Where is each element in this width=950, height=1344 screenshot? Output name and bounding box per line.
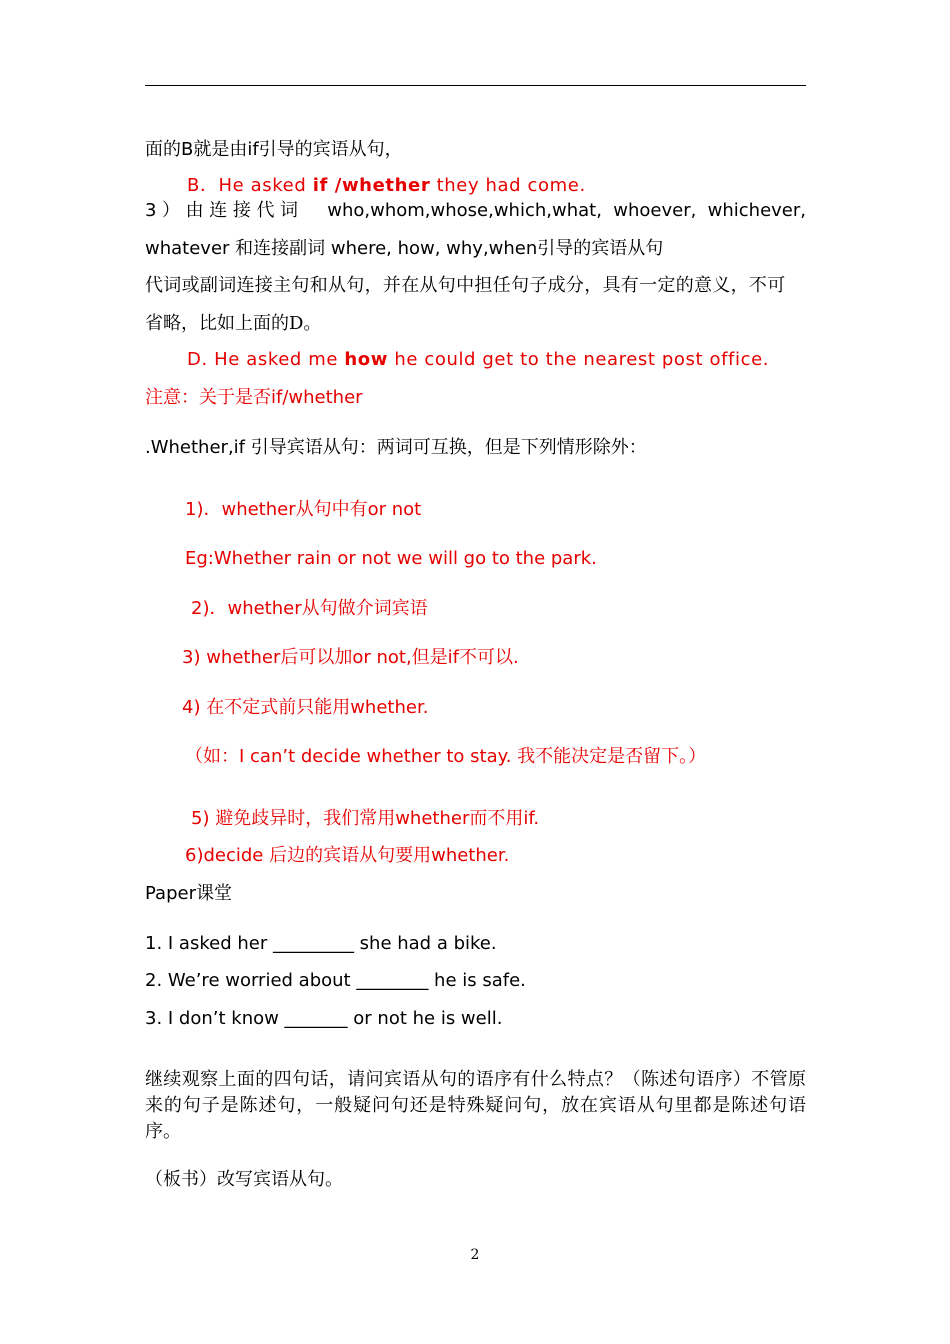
exercise-2: 2. We’re worried about ________ he is safe. (145, 970, 526, 991)
page-number: 2 (470, 1247, 480, 1263)
rule-5: 5) 避免歧异时，我们常用whether而不用if. (191, 808, 540, 829)
item-3-continuation: whatever 和连接副词 where, how, why,when引导的宾语从句 (145, 238, 664, 259)
description-line-1: 代词或副词连接主句和从句，并在从句中担任句子成分，具有一定的意义，不可 (145, 275, 786, 296)
header-rule (145, 85, 806, 86)
paper-section-title: Paper课堂 (145, 883, 232, 904)
example-sentence-b: B．He asked if /whether they had come. (187, 175, 586, 196)
exercise-1: 1. I asked her _________ she had a bike. (145, 933, 497, 954)
exercise-3: 3. I don’t know _______ or not he is well. (145, 1008, 503, 1029)
rule-3: 3) whether后可以加or not,但是if不可以. (182, 647, 519, 668)
note-heading: 注意：关于是否if/whether (145, 387, 363, 408)
item-3-heading: 3）由连接代词 who,whom,whose,which,what, whoever, whichever, (145, 200, 806, 221)
rule-4-example: （如：I can’t decide whether to stay. 我不能决定是否留下。） (185, 746, 707, 767)
rule-1: 1)．whether从句中有or not (185, 499, 422, 520)
example-sentence-d: D. He asked me how he could get to the nearest post office. (187, 349, 770, 370)
whether-intro: .Whether,if 引导宾语从句：两词可互换，但是下列情形除外： (145, 437, 647, 458)
text-line-b-intro: 面的B就是由if引导的宾语从句， (145, 139, 403, 160)
rule-4: 4) 在不定式前只能用whether. (182, 697, 429, 718)
rule-6: 6)decide 后边的宾语从句要用whether. (185, 845, 510, 866)
rule-2: 2)．whether从句做介词宾语 (191, 598, 428, 619)
rule-example: Eg:Whether rain or not we will go to the park. (185, 548, 597, 569)
description-line-2: 省略，比如上面的D。 (145, 313, 322, 334)
board-note: （板书）改写宾语从句。 (145, 1169, 343, 1190)
observation-paragraph: 继续观察上面的四句话，请问宾语从句的语序有什么特点？（陈述句语序）不管原来的句子是陈述句，一般疑问句还是特殊疑问句，放在宾语从句里都是陈述句语序。 (145, 1069, 806, 1142)
